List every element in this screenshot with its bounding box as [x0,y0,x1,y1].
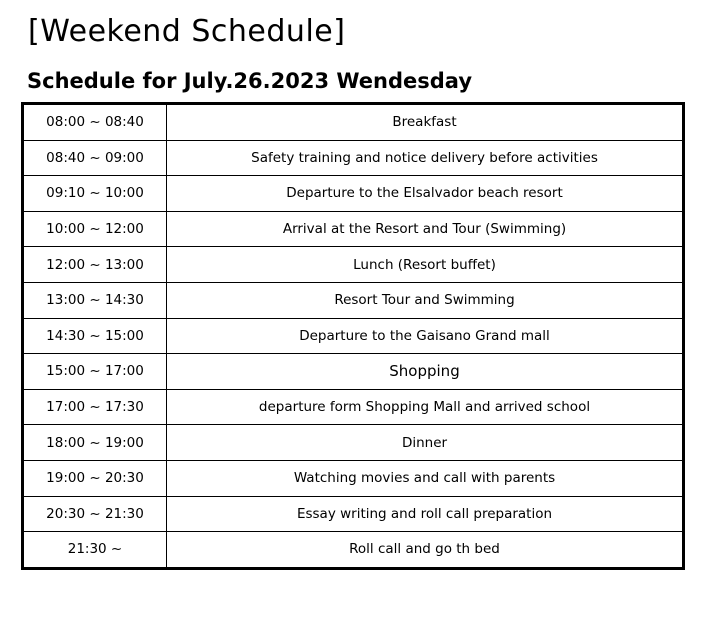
activity-cell: Lunch (Resort buffet) [167,247,684,283]
document-title: [Weekend Schedule] [28,14,346,49]
activity-cell: Roll call and go th bed [167,532,684,569]
activity-cell: departure form Shopping Mall and arrived school [167,389,684,425]
activity-cell: Breakfast [167,104,684,141]
time-cell: 08:40 ~ 09:00 [23,140,167,176]
activity-cell: Resort Tour and Swimming [167,282,684,318]
activity-cell: Departure to the Elsalvador beach resort [167,176,684,212]
time-cell: 20:30 ~ 21:30 [23,496,167,532]
table-row [23,460,684,496]
time-cell: 18:00 ~ 19:00 [23,425,167,461]
time-cell: 15:00 ~ 17:00 [23,354,167,390]
time-cell: 08:00 ~ 08:40 [23,104,167,141]
time-cell: 17:00 ~ 17:30 [23,389,167,425]
table-row [23,354,684,390]
activity-cell: Safety training and notice delivery before activities [167,140,684,176]
time-cell: 09:10 ~ 10:00 [23,176,167,212]
table-row [23,211,684,247]
table-row [23,176,684,212]
activity-cell: Shopping [167,354,684,390]
table-row [23,496,684,532]
time-cell: 14:30 ~ 15:00 [23,318,167,354]
activity-cell: Departure to the Gaisano Grand mall [167,318,684,354]
time-cell: 13:00 ~ 14:30 [23,282,167,318]
table-row [23,247,684,283]
schedule-subtitle: Schedule for July.26.2023 Wendesday [27,69,473,93]
time-cell: 19:00 ~ 20:30 [23,460,167,496]
activity-cell: Arrival at the Resort and Tour (Swimming) [167,211,684,247]
time-cell: 12:00 ~ 13:00 [23,247,167,283]
activity-cell: Essay writing and roll call preparation [167,496,684,532]
activity-cell: Dinner [167,425,684,461]
time-cell: 21:30 ~ [23,532,167,569]
schedule-table [21,102,685,570]
table-row [23,318,684,354]
table-row [23,389,684,425]
table-row [23,282,684,318]
activity-cell: Watching movies and call with parents [167,460,684,496]
table-row [23,425,684,461]
time-cell: 10:00 ~ 12:00 [23,211,167,247]
table-row [23,104,684,141]
table-row [23,140,684,176]
table-row [23,532,684,569]
